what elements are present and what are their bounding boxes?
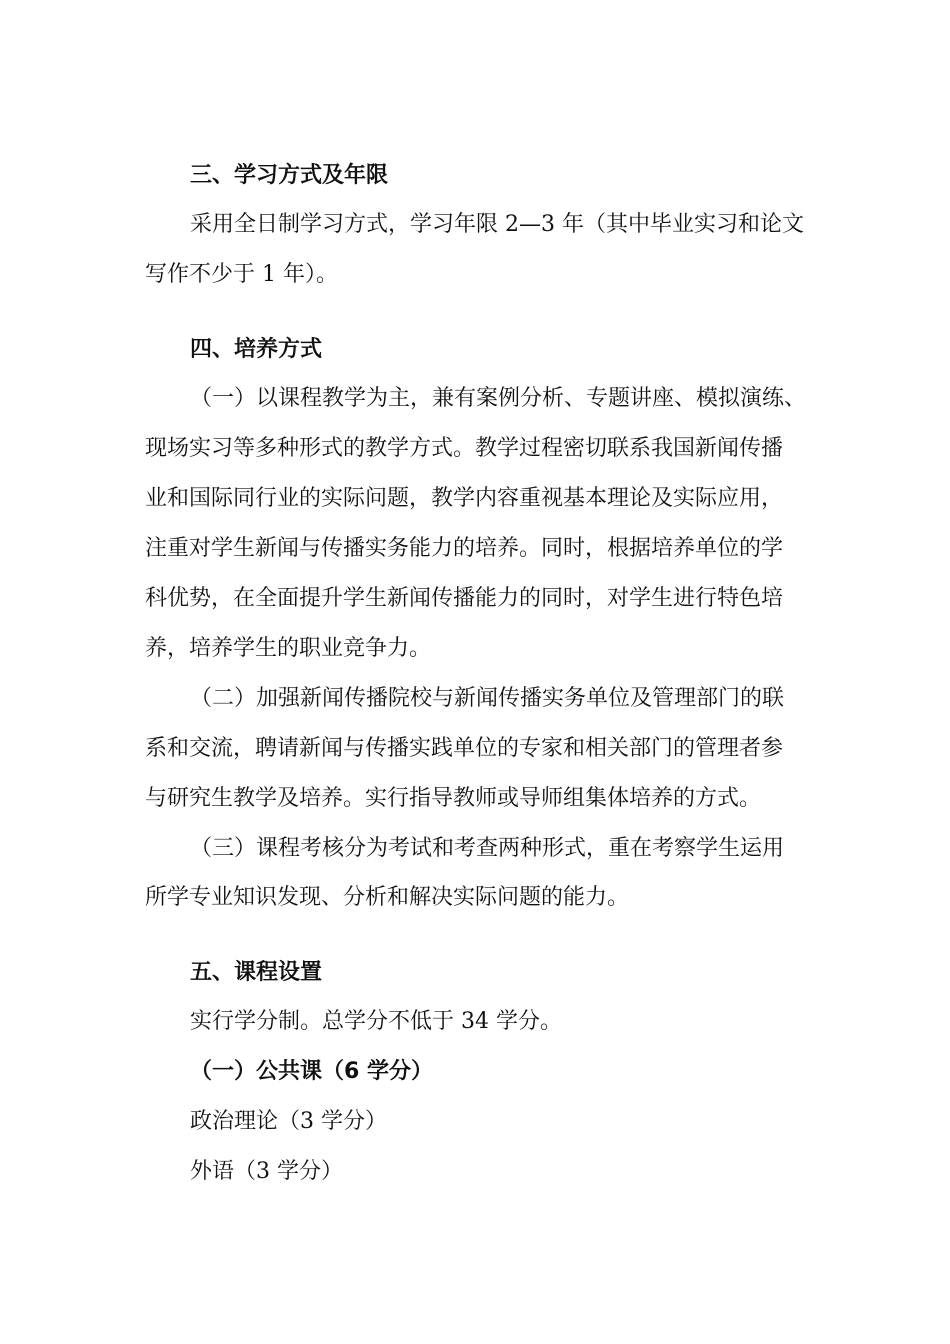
paragraph-line: （二）加强新闻传播院校与新闻传播实务单位及管理部门的联 (190, 686, 785, 711)
paragraph-line: 现场实习等多种形式的教学方式。教学过程密切联系我国新闻传播 (145, 436, 784, 461)
paragraph-line: 与研究生教学及培养。实行指导教师或导师组集体培养的方式。 (145, 786, 762, 811)
subsection-heading: （一）公共课（6 学分） (190, 1059, 433, 1084)
paragraph-line: 养，培养学生的职业竞争力。 (145, 636, 432, 661)
course-item: 政治理论（3 学分） (190, 1109, 387, 1134)
paragraph-line: 写作不少于 1 年）。 (145, 262, 338, 287)
section-heading-5: 五、课程设置 (190, 960, 323, 985)
paragraph-line: 注重对学生新闻与传播实务能力的培养。同时，根据培养单位的学 (145, 536, 784, 561)
course-item: 外语（3 学分） (190, 1159, 343, 1184)
paragraph-line: 业和国际同行业的实际问题，教学内容重视基本理论及实际应用， (145, 486, 784, 511)
paragraph-line: 系和交流，聘请新闻与传播实践单位的专家和相关部门的管理者参 (145, 736, 784, 761)
paragraph-line: 采用全日制学习方式，学习年限 2—3 年（其中毕业实习和论文 (190, 212, 804, 237)
section-heading-4: 四、培养方式 (190, 337, 323, 362)
paragraph-line: 所学专业知识发现、分析和解决实际问题的能力。 (145, 885, 630, 910)
paragraph-line: （一）以课程教学为主，兼有案例分析、专题讲座、模拟演练、 (190, 386, 807, 411)
paragraph-line: 实行学分制。总学分不低于 34 学分。 (190, 1009, 562, 1034)
section-heading-3: 三、学习方式及年限 (190, 163, 389, 188)
paragraph-line: 科优势，在全面提升学生新闻传播能力的同时，对学生进行特色培 (145, 586, 784, 611)
paragraph-line: （三）课程考核分为考试和考查两种形式，重在考察学生运用 (190, 836, 785, 861)
